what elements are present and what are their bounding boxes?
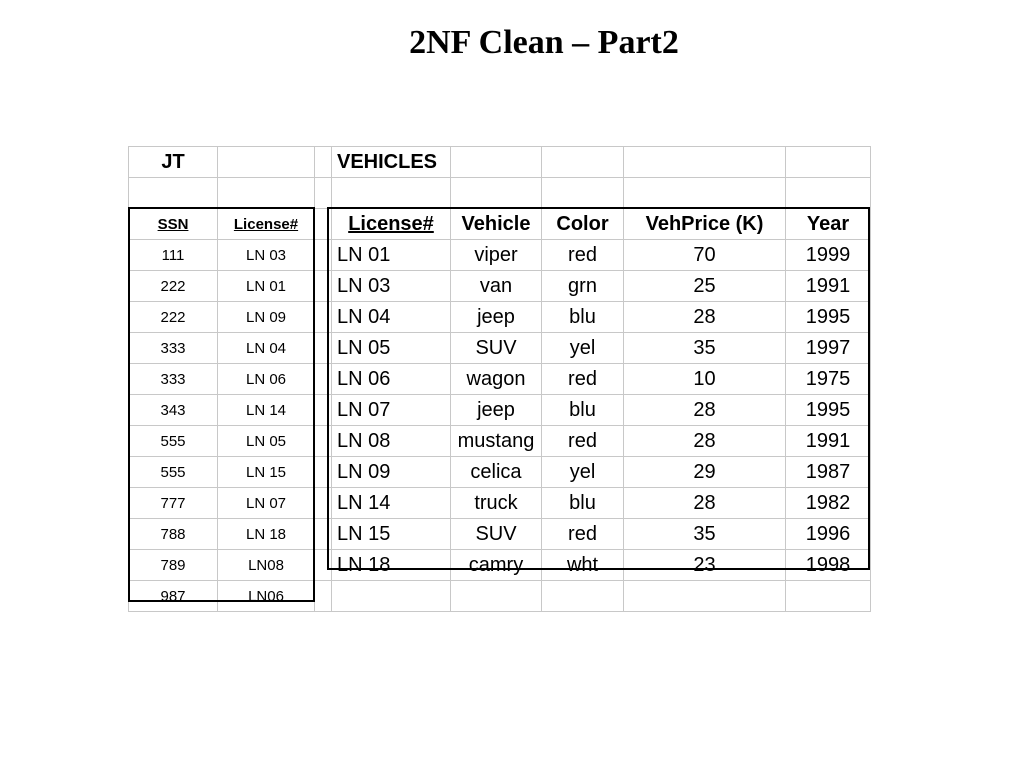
vehicle-year-cell: 1995 bbox=[786, 395, 871, 426]
blank-row bbox=[129, 178, 871, 209]
vehicle-name-cell: jeep bbox=[451, 302, 542, 333]
vehicle-license-cell: LN 08 bbox=[332, 426, 451, 457]
jt-license-cell: LN 09 bbox=[218, 302, 315, 333]
vehicle-name-cell: camry bbox=[451, 550, 542, 581]
empty-cell bbox=[315, 333, 332, 364]
vehicle-name-cell: celica bbox=[451, 457, 542, 488]
table-row bbox=[129, 302, 871, 333]
empty-cell bbox=[315, 240, 332, 271]
jt-license-cell: LN 07 bbox=[218, 488, 315, 519]
jt-license-cell: LN 05 bbox=[218, 426, 315, 457]
spreadsheet-grid bbox=[128, 146, 871, 612]
vehicle-license-cell: LN 06 bbox=[332, 364, 451, 395]
table-row bbox=[129, 271, 871, 302]
vehicle-license-cell: LN 14 bbox=[332, 488, 451, 519]
vehicle-name-cell: SUV bbox=[451, 333, 542, 364]
empty-cell bbox=[315, 457, 332, 488]
jt-license-cell: LN08 bbox=[218, 550, 315, 581]
vehicle-name-cell: truck bbox=[451, 488, 542, 519]
table-row bbox=[129, 519, 871, 550]
jt-license-cell: LN 01 bbox=[218, 271, 315, 302]
vehicle-license-cell: LN 03 bbox=[332, 271, 451, 302]
jt-ssn-cell: 333 bbox=[129, 333, 218, 364]
vehicles-table-label: VEHICLES bbox=[332, 147, 451, 178]
empty-cell bbox=[451, 147, 542, 178]
vehicle-price-cell: 28 bbox=[624, 488, 786, 519]
jt-license-cell: LN 18 bbox=[218, 519, 315, 550]
empty-cell bbox=[451, 178, 542, 209]
header-row bbox=[129, 147, 871, 178]
jt-license-cell: LN 04 bbox=[218, 333, 315, 364]
vehicle-price-cell: 70 bbox=[624, 240, 786, 271]
column-header-row bbox=[129, 209, 871, 240]
empty-cell bbox=[786, 581, 871, 612]
vehicle-color-cell: blu bbox=[542, 395, 624, 426]
jt-ssn-cell: 788 bbox=[129, 519, 218, 550]
vehicle-license-cell: LN 04 bbox=[332, 302, 451, 333]
vehicle-price-cell: 28 bbox=[624, 302, 786, 333]
table-row bbox=[129, 581, 871, 612]
jt-license-cell: LN 15 bbox=[218, 457, 315, 488]
vehicle-year-cell: 1991 bbox=[786, 271, 871, 302]
empty-cell bbox=[624, 147, 786, 178]
vehicle-name-cell: SUV bbox=[451, 519, 542, 550]
empty-cell bbox=[451, 581, 542, 612]
empty-cell bbox=[624, 581, 786, 612]
vehicle-color-cell: wht bbox=[542, 550, 624, 581]
jt-header-ssn: SSN bbox=[129, 209, 218, 240]
empty-cell bbox=[786, 178, 871, 209]
table-row bbox=[129, 333, 871, 364]
vehicle-price-cell: 25 bbox=[624, 271, 786, 302]
vehicle-color-cell: red bbox=[542, 364, 624, 395]
vehicle-license-cell: LN 07 bbox=[332, 395, 451, 426]
vehicle-license-cell: LN 05 bbox=[332, 333, 451, 364]
vehicle-price-cell: 28 bbox=[624, 395, 786, 426]
empty-cell bbox=[315, 395, 332, 426]
grid-body bbox=[129, 147, 871, 612]
empty-cell bbox=[786, 147, 871, 178]
empty-cell bbox=[315, 364, 332, 395]
jt-license-cell: LN 06 bbox=[218, 364, 315, 395]
jt-ssn-cell: 333 bbox=[129, 364, 218, 395]
vehicles-header-price: VehPrice (K) bbox=[624, 209, 786, 240]
empty-cell bbox=[218, 147, 315, 178]
vehicle-year-cell: 1982 bbox=[786, 488, 871, 519]
vehicle-color-cell: blu bbox=[542, 488, 624, 519]
vehicle-year-cell: 1991 bbox=[786, 426, 871, 457]
vehicle-color-cell: red bbox=[542, 519, 624, 550]
table-row bbox=[129, 240, 871, 271]
vehicle-color-cell: grn bbox=[542, 271, 624, 302]
jt-ssn-cell: 343 bbox=[129, 395, 218, 426]
empty-cell bbox=[315, 302, 332, 333]
vehicle-name-cell: jeep bbox=[451, 395, 542, 426]
empty-cell bbox=[332, 581, 451, 612]
vehicle-year-cell: 1999 bbox=[786, 240, 871, 271]
vehicle-year-cell: 1995 bbox=[786, 302, 871, 333]
empty-cell bbox=[315, 581, 332, 612]
jt-ssn-cell: 555 bbox=[129, 457, 218, 488]
empty-cell bbox=[542, 147, 624, 178]
page-title: 2NF Clean – Part2 bbox=[409, 24, 679, 61]
table-row bbox=[129, 488, 871, 519]
empty-cell bbox=[315, 178, 332, 209]
jt-ssn-cell: 789 bbox=[129, 550, 218, 581]
jt-header-license: License# bbox=[218, 209, 315, 240]
vehicles-header-license: License# bbox=[332, 209, 451, 240]
empty-cell bbox=[542, 581, 624, 612]
empty-cell bbox=[315, 488, 332, 519]
vehicle-year-cell: 1997 bbox=[786, 333, 871, 364]
vehicle-color-cell: yel bbox=[542, 333, 624, 364]
empty-cell bbox=[542, 178, 624, 209]
jt-ssn-cell: 555 bbox=[129, 426, 218, 457]
vehicles-header-vehicle: Vehicle bbox=[451, 209, 542, 240]
jt-license-cell: LN06 bbox=[218, 581, 315, 612]
vehicle-color-cell: yel bbox=[542, 457, 624, 488]
table-row bbox=[129, 457, 871, 488]
table-row bbox=[129, 395, 871, 426]
empty-cell bbox=[315, 426, 332, 457]
vehicle-license-cell: LN 15 bbox=[332, 519, 451, 550]
vehicle-name-cell: van bbox=[451, 271, 542, 302]
jt-ssn-cell: 777 bbox=[129, 488, 218, 519]
vehicle-year-cell: 1996 bbox=[786, 519, 871, 550]
vehicles-header-year: Year bbox=[786, 209, 871, 240]
vehicle-price-cell: 35 bbox=[624, 519, 786, 550]
table-row bbox=[129, 550, 871, 581]
vehicle-price-cell: 29 bbox=[624, 457, 786, 488]
vehicle-license-cell: LN 18 bbox=[332, 550, 451, 581]
vehicle-price-cell: 28 bbox=[624, 426, 786, 457]
empty-cell bbox=[315, 519, 332, 550]
vehicle-year-cell: 1975 bbox=[786, 364, 871, 395]
vehicle-year-cell: 1998 bbox=[786, 550, 871, 581]
vehicle-color-cell: blu bbox=[542, 302, 624, 333]
empty-cell bbox=[218, 178, 315, 209]
vehicle-price-cell: 35 bbox=[624, 333, 786, 364]
jt-table-label: JT bbox=[129, 147, 218, 178]
jt-ssn-cell: 111 bbox=[129, 240, 218, 271]
vehicle-color-cell: red bbox=[542, 240, 624, 271]
empty-cell bbox=[315, 271, 332, 302]
vehicle-color-cell: red bbox=[542, 426, 624, 457]
vehicle-name-cell: mustang bbox=[451, 426, 542, 457]
vehicle-license-cell: LN 09 bbox=[332, 457, 451, 488]
table-row bbox=[129, 364, 871, 395]
jt-license-cell: LN 14 bbox=[218, 395, 315, 426]
jt-license-cell: LN 03 bbox=[218, 240, 315, 271]
vehicle-price-cell: 10 bbox=[624, 364, 786, 395]
vehicle-name-cell: wagon bbox=[451, 364, 542, 395]
empty-cell bbox=[624, 178, 786, 209]
empty-cell bbox=[315, 147, 332, 178]
vehicles-header-color: Color bbox=[542, 209, 624, 240]
empty-cell bbox=[315, 550, 332, 581]
empty-cell bbox=[129, 178, 218, 209]
jt-ssn-cell: 222 bbox=[129, 302, 218, 333]
vehicle-year-cell: 1987 bbox=[786, 457, 871, 488]
table-row bbox=[129, 426, 871, 457]
empty-cell bbox=[315, 209, 332, 240]
jt-ssn-cell: 987 bbox=[129, 581, 218, 612]
vehicle-license-cell: LN 01 bbox=[332, 240, 451, 271]
vehicle-name-cell: viper bbox=[451, 240, 542, 271]
jt-ssn-cell: 222 bbox=[129, 271, 218, 302]
empty-cell bbox=[332, 178, 451, 209]
vehicle-price-cell: 23 bbox=[624, 550, 786, 581]
